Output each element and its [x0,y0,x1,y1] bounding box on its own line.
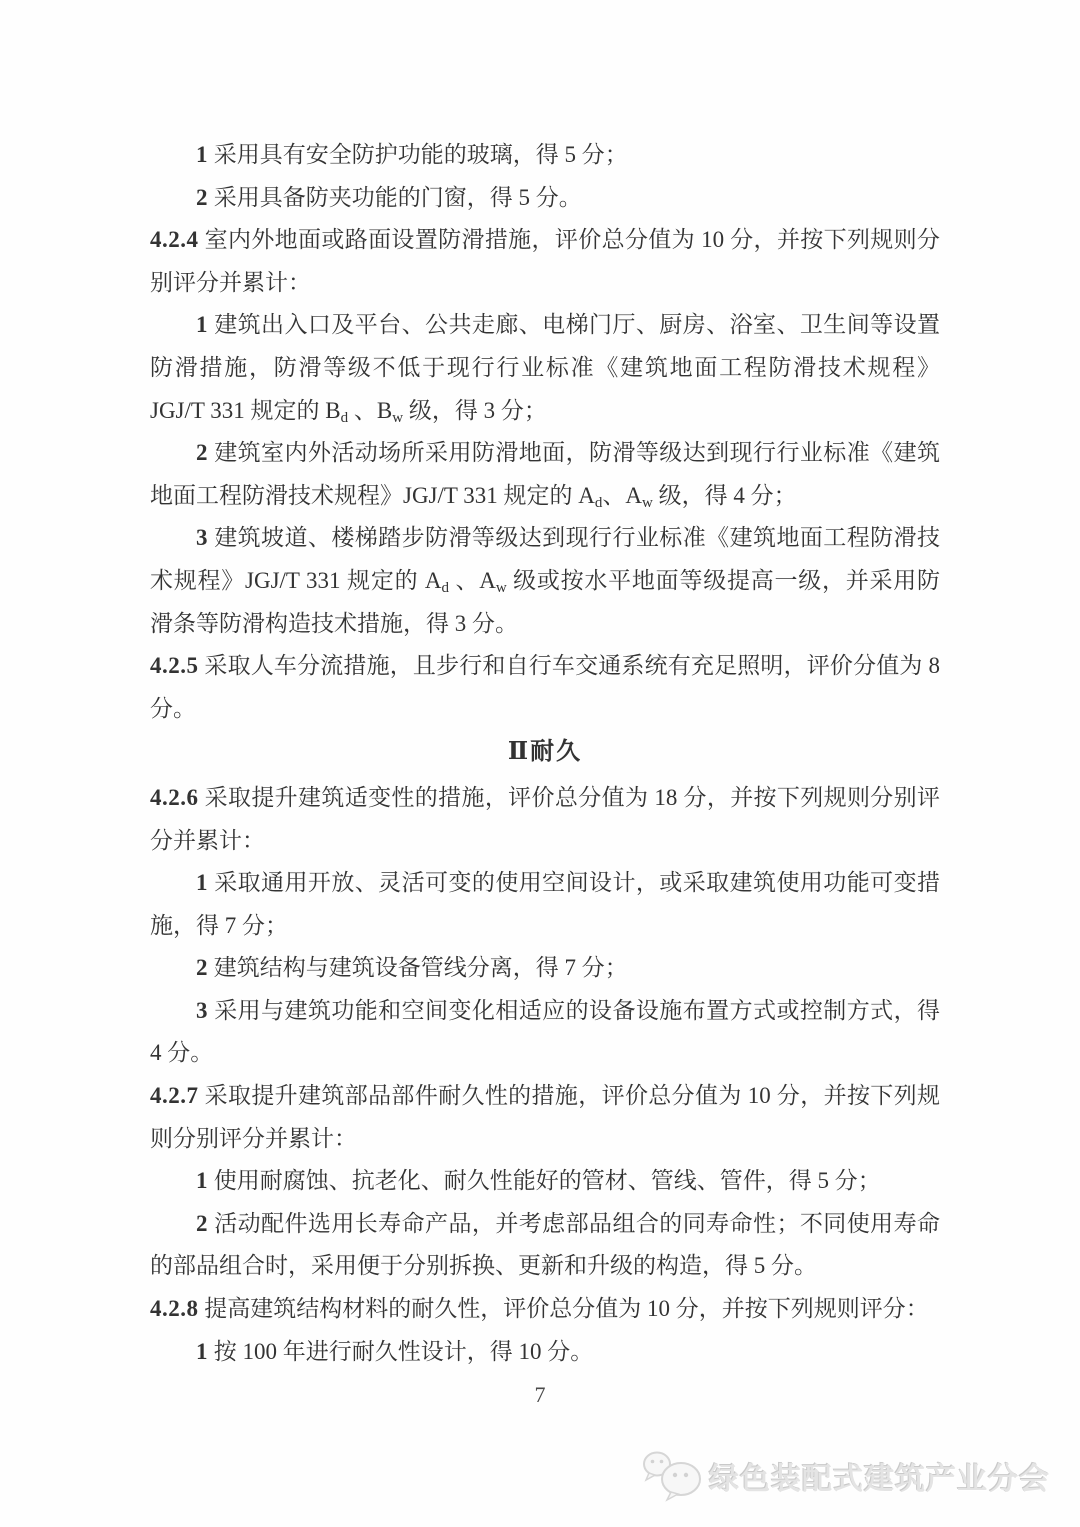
item-paragraph: 2 建筑室内外活动场所采用防滑地面，防滑等级达到现行行业标准《建筑地面工程防滑技术规程》JGJ/T 331 规定的 $A_d$、$A_w$ 级，得 4 分； [150,440,941,511]
subscript: w [642,494,653,511]
clause-paragraph: 4.2.5 采取人车分流措施，且步行和自行车交通系统有充足照明，评价分值为 8 分。 [150,653,941,721]
item-paragraph: 3 采用与建筑功能和空间变化相适应的设备设施布置方式或控制方式，得 4 分。 [150,997,941,1066]
item-paragraph: 1 按 100 年进行耐久性设计，得 10 分。 [196,1338,594,1364]
paragraph-number: 1 [196,870,208,896]
paragraph-number: 3 [196,997,208,1023]
paragraph-number: 4.2.4 [150,227,199,253]
clause-paragraph: 4.2.8 提高建筑结构材料的耐久性，评价总分值为 10 分，并按下列规则评分： [150,1296,929,1322]
paragraph-number: 2 [196,1210,208,1236]
subscript: d [441,579,449,596]
section-heading: Ⅱ耐久 [507,739,583,766]
item-paragraph: 1 采用具有安全防护功能的玻璃，得 5 分； [196,142,628,167]
subscript: d [340,409,349,426]
paragraph-number: 1 [196,142,208,167]
paragraph-number: 3 [196,525,208,551]
paragraph-number: 2 [196,955,208,981]
page-number: 7 [534,1382,546,1407]
clause-paragraph: 4.2.6 采取提升建筑适变性的措施，评价总分值为 18 分，并按下列规则分别评分并累计： [150,784,941,853]
item-paragraph: 2 活动配件选用长寿命产品，并考虑部品组合的同寿命性；不同使用寿命的部品组合时，采用便于分别拆换、更新和升级的构造，得 5 分。 [150,1210,941,1279]
paragraph-number: 2 [196,440,208,466]
watermark [641,1448,1050,1504]
paragraph-number: 2 [196,184,208,210]
paragraph-number: 1 [196,1168,208,1194]
paragraph-number: 4.2.8 [150,1296,199,1322]
paragraph-number: 4.2.6 [150,784,199,810]
clause-paragraph: 4.2.4 室内外地面或路面设置防滑措施，评价总分值为 10 分，并按下列规则分别评分并累计： [150,227,941,295]
item-paragraph: 3 建筑坡道、楼梯踏步防滑等级达到现行行业标准《建筑地面工程防滑技术规程》JGJ/T 331 规定的 $A_d$ 、$A_w$ 级或按水平地面等级提高一级，并采用防滑条等防滑构造技术措施，得 3 分。 [150,525,941,636]
paragraph-number: 1 [196,312,208,338]
paragraph-number: 1 [196,1338,208,1364]
subscript: w [495,579,507,596]
item-paragraph: 1 采取通用开放、灵活可变的使用空间设计，或采取建筑使用功能可变措施，得 7 分； [150,870,941,938]
watermark-text: 绿色装配式建筑产业分会 [709,1463,1050,1496]
wechat-icon [641,1448,703,1504]
item-paragraph: 2 建筑结构与建筑设备管线分离，得 7 分； [196,955,628,981]
item-paragraph: 2 采用具备防夹功能的门窗，得 5 分。 [196,184,582,210]
item-paragraph: 1 建筑出入口及平台、公共走廊、电梯门厅、厨房、浴室、卫生间等设置防滑措施，防滑等级不低于现行行业标准《建筑地面工程防滑技术规程》JGJ/T 331 规定的 $B_d$ 、$B_w$ 级，得 3 分； [150,312,941,426]
clause-paragraph: 4.2.7 采取提升建筑部品部件耐久性的措施，评价总分值为 10 分，并按下列规则分别评分并累计： [150,1083,941,1151]
paragraph-number: 4.2.5 [150,653,199,679]
subscript: w [392,409,404,426]
subscript: d [594,494,603,511]
paragraph-number: 4.2.7 [150,1083,199,1109]
item-paragraph: 1 使用耐腐蚀、抗老化、耐久性能好的管材、管线、管件，得 5 分； [196,1168,881,1194]
document-body [150,134,940,1373]
